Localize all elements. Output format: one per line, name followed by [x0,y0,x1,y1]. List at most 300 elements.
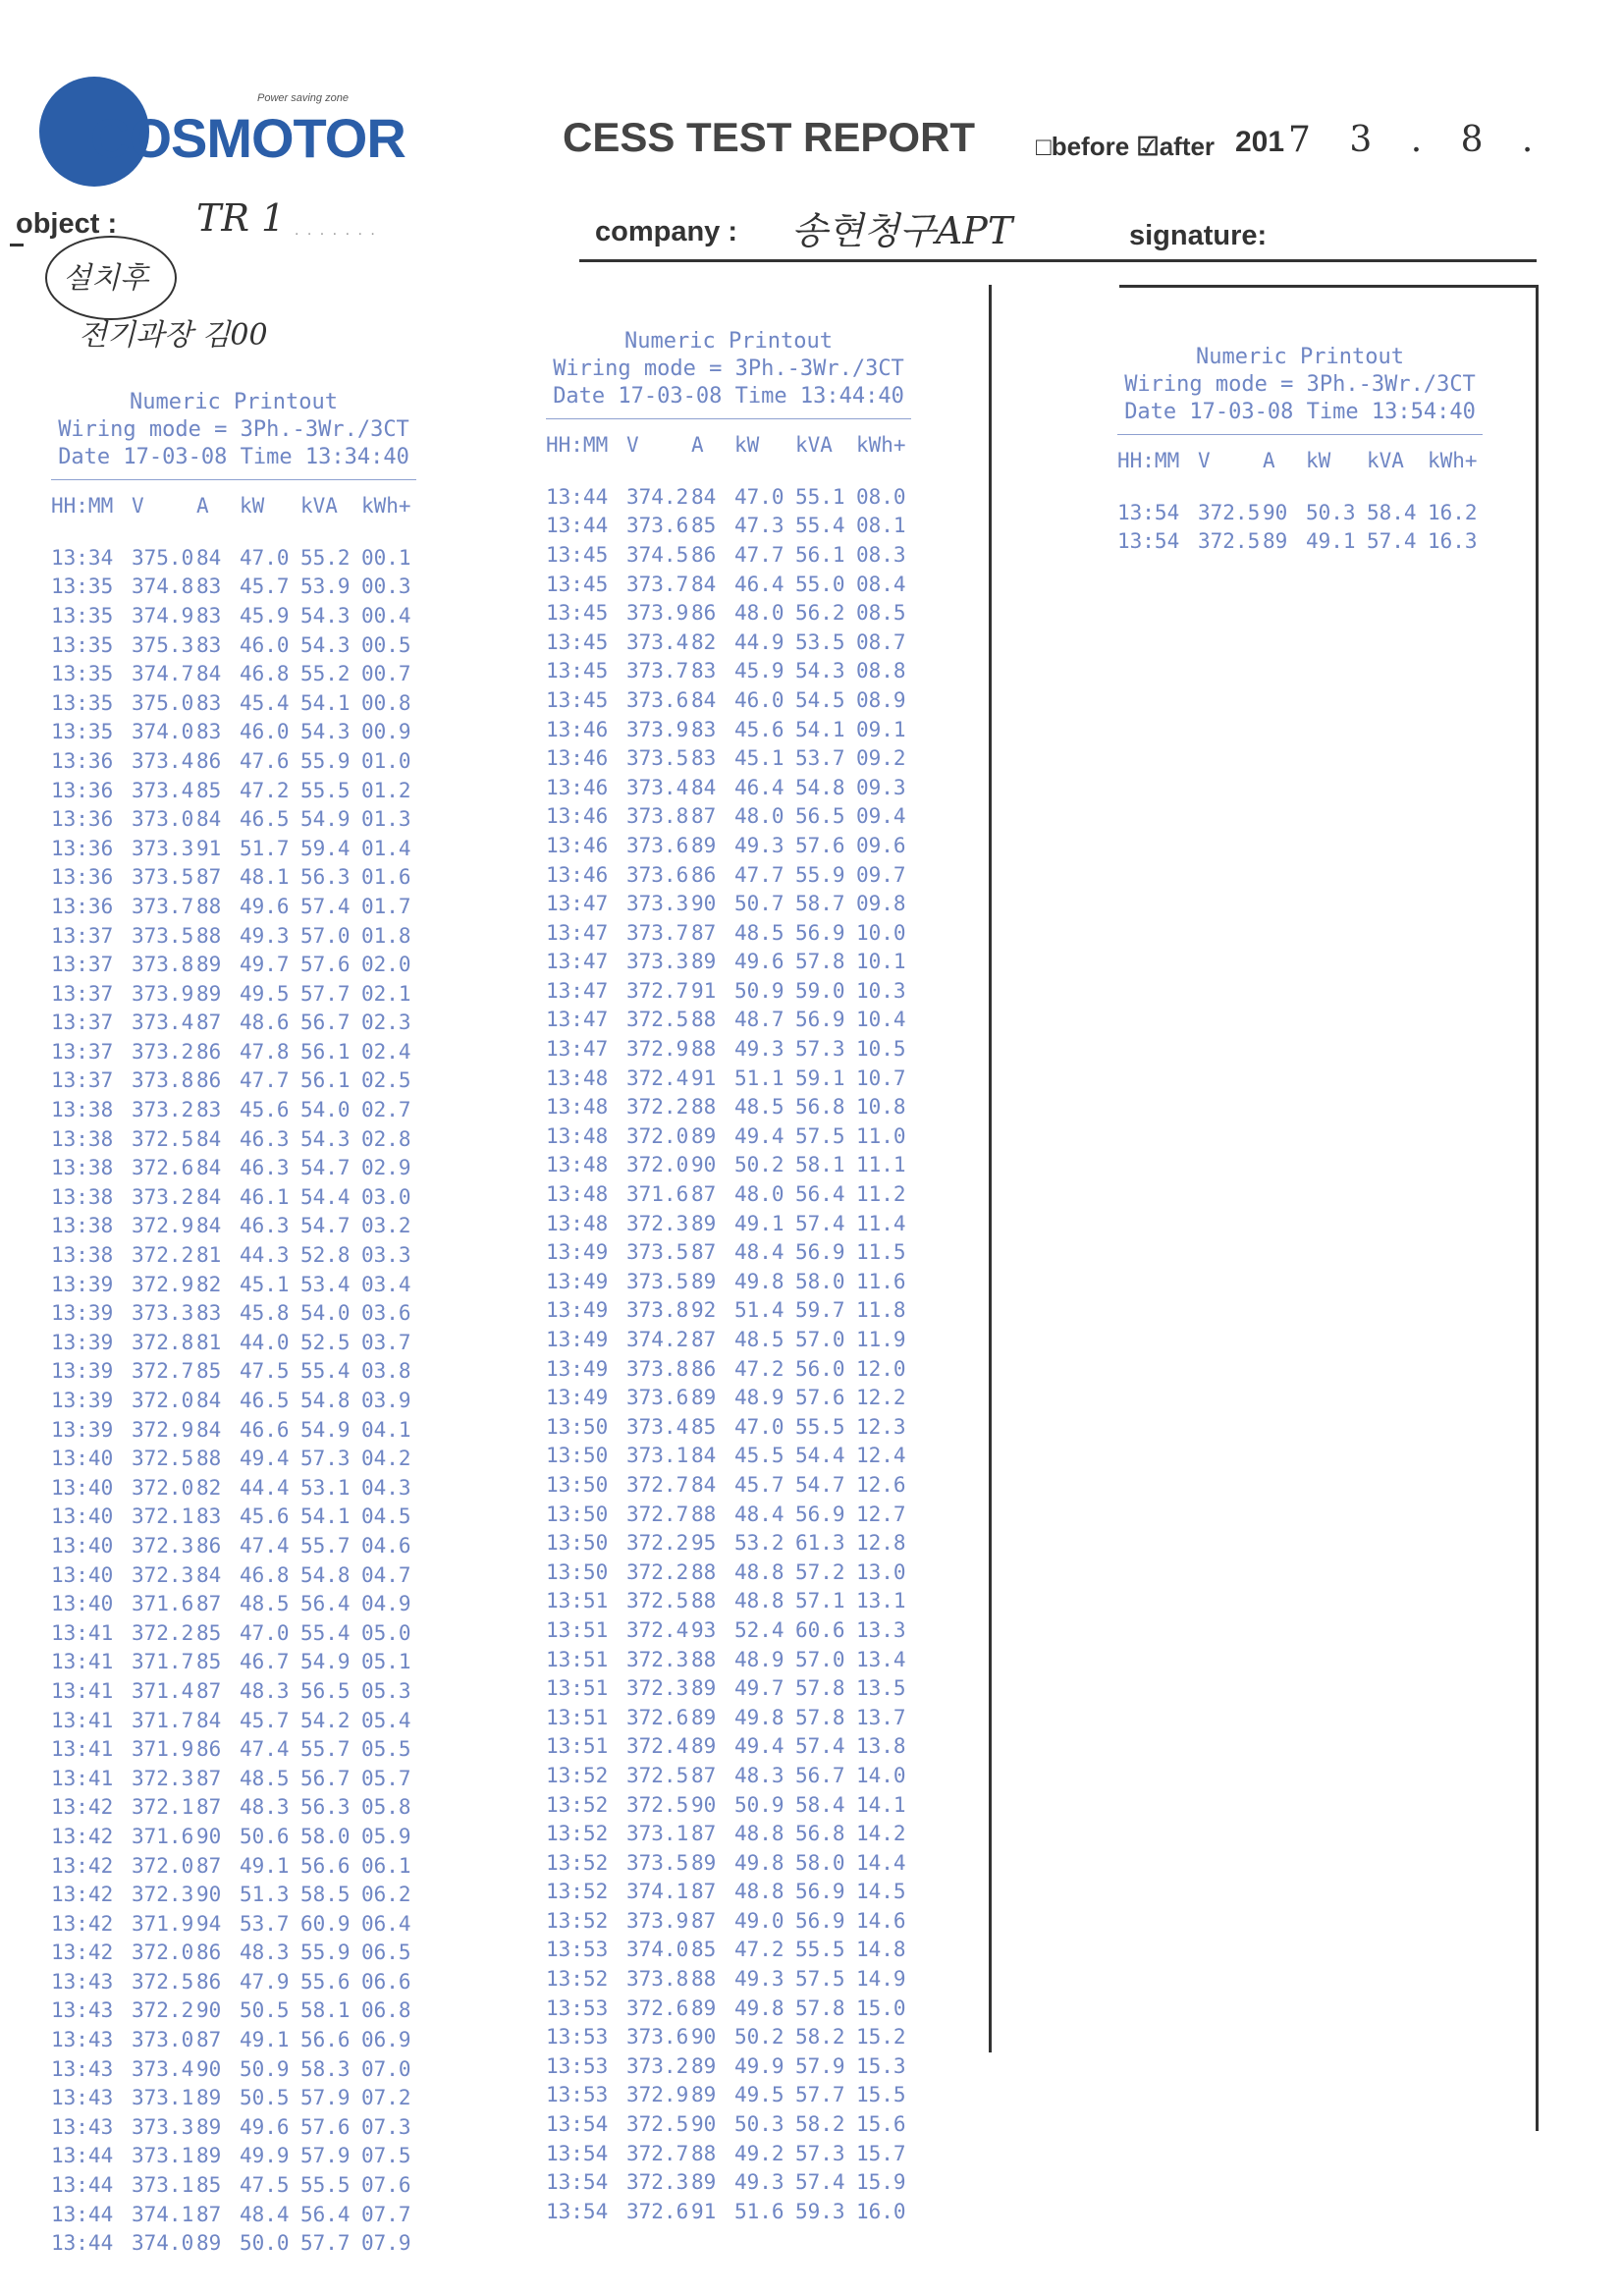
table-cell: 371.9 [132,1911,194,1936]
printout-separator [1117,434,1483,435]
table-cell: 11.6 [856,1269,906,1293]
report-title: CESS TEST REPORT [563,114,976,160]
table-cell: 48.8 [734,1822,784,1846]
table-cell: 56.5 [300,1678,351,1703]
table-cell: 49.5 [734,2083,784,2107]
table-cell: 47.5 [240,1359,290,1384]
table-cell: 58.0 [795,1269,845,1293]
table-row [51,834,416,863]
table-cell: 08.8 [856,659,906,683]
table-cell: 85 [196,2173,222,2198]
table-cell: 84 [196,1156,222,1180]
table-cell: 57.2 [795,1559,845,1584]
table-cell: 57.8 [795,1995,845,2020]
table-row [546,570,911,599]
table-cell: 47.7 [734,542,784,567]
table-cell: 52.8 [300,1243,351,1268]
table-cell: 52.5 [300,1330,351,1354]
table-cell: 85 [691,1938,717,1962]
printout-date: Date 17-03-08 Time 13:34:40 [58,445,409,469]
table-cell: 48.8 [734,1589,784,1613]
table-cell: 53.7 [795,746,845,771]
table-row [546,1006,911,1035]
table-cell: 372.2 [132,1620,194,1645]
table-cell: 56.9 [795,1502,845,1526]
table-cell: 13:54 [546,2141,609,2165]
table-row [51,1880,416,1909]
table-row [546,1790,911,1820]
table-cell: 57.8 [795,1676,845,1701]
table-cell: 45.9 [734,659,784,683]
table-row [546,657,911,686]
table-cell: 372.2 [626,1559,689,1584]
table-cell: 84 [691,1472,717,1497]
col-header: kW [240,494,265,518]
printout-table [1117,445,1483,556]
table-cell: 56.1 [300,1068,351,1093]
table-cell: 90 [196,1883,222,1907]
table-cell: 49.8 [734,1995,784,2020]
table-cell: 55.9 [300,1941,351,1965]
table-cell: 372.7 [626,978,689,1003]
table-cell: 13:35 [51,662,114,686]
printout-2 [546,328,911,2226]
table-cell: 13:51 [546,1589,609,1613]
table-cell: 53.2 [734,1531,784,1556]
table-cell: 13:54 [546,2199,609,2223]
table-cell: 13:37 [51,981,114,1006]
table-row [546,2109,911,2139]
table-cell: 88 [691,1037,717,1062]
table-cell: 373.4 [626,775,689,799]
table-cell: 10.5 [856,1037,906,1062]
col-header: HH:MM [546,433,609,457]
col-header: A [1263,449,1275,472]
table-cell: 02.0 [361,953,411,977]
table-cell: 06.1 [361,1853,411,1878]
table-cell: 13:51 [546,1734,609,1759]
table-cell: 90 [1263,500,1288,524]
table-cell: 49.8 [734,1269,784,1293]
table-cell: 51.4 [734,1298,784,1323]
table-cell: 58.2 [795,2025,845,2050]
table-cell: 87 [196,2202,222,2226]
table-cell: 55.4 [300,1620,351,1645]
table-cell: 49.9 [240,2144,290,2168]
table-cell: 13:48 [546,1095,609,1120]
table-cell: 13:40 [51,1562,114,1587]
table-cell: 05.0 [361,1620,411,1645]
table-cell: 85 [691,1414,717,1439]
table-cell: 54.3 [300,1126,351,1151]
table-row [546,976,911,1006]
table-cell: 89 [196,953,222,977]
table-cell: 371.6 [132,1592,194,1616]
table-cell: 13:49 [546,1240,609,1265]
table-cell: 83 [691,717,717,741]
table-cell: 13:51 [546,1676,609,1701]
table-cell: 56.4 [300,2202,351,2226]
table-cell: 54.3 [300,632,351,657]
table-cell: 13:44 [51,2144,114,2168]
table-cell: 13:44 [51,2173,114,2198]
table-cell: 13:41 [51,1737,114,1762]
table-cell: 373.9 [626,601,689,626]
table-cell: 49.9 [734,2053,784,2078]
table-cell: 49.6 [734,950,784,974]
note-circled: 설치후 [63,261,148,296]
table-cell: 54.9 [300,1417,351,1442]
table-cell: 13:54 [1117,500,1180,524]
table-row [51,1909,416,1939]
table-cell: 45.1 [240,1272,290,1296]
table-row [51,1851,416,1881]
table-cell: 54.4 [300,1184,351,1209]
table-cell: 54.7 [795,1472,845,1497]
table-cell: 13:35 [51,603,114,628]
table-row [51,1328,416,1357]
table-cell: 15.5 [856,2083,906,2107]
table-cell: 02.1 [361,981,411,1006]
table-cell: 57.6 [300,2114,351,2139]
table-cell: 47.7 [240,1068,290,1093]
table-cell: 88 [196,923,222,948]
col-header: kVA [795,433,833,457]
table-cell: 14.9 [856,1967,906,1992]
table-cell: 13:42 [51,1911,114,1936]
table-cell: 12.7 [856,1502,906,1526]
table-cell: 372.1 [132,1504,194,1529]
table-cell: 13:52 [546,1908,609,1933]
table-cell: 372.6 [626,2199,689,2223]
table-cell: 87 [196,2028,222,2052]
table-cell: 373.7 [132,894,194,918]
table-cell: 372.7 [626,1502,689,1526]
table-row [51,543,416,573]
table-cell: 87 [691,1908,717,1933]
table-cell: 84 [196,545,222,570]
table-cell: 11.0 [856,1123,906,1148]
table-row [51,863,416,893]
table-cell: 13:51 [546,1617,609,1642]
table-cell: 50.5 [240,1998,290,2023]
table-cell: 87 [691,1822,717,1846]
table-cell: 46.3 [240,1214,290,1238]
table-cell: 14.4 [856,1850,906,1875]
table-row [51,950,416,979]
table-cell: 03.4 [361,1272,411,1296]
table-row [51,659,416,688]
table-row [51,1095,416,1124]
col-header: kWh+ [361,494,411,518]
table-cell: 49.3 [240,923,290,948]
table-cell: 57.4 [300,894,351,918]
table-cell: 54.8 [795,775,845,799]
table-cell: 372.5 [626,1589,689,1613]
table-cell: 92 [691,1298,717,1323]
table-cell: 49.0 [734,1908,784,1933]
table-cell: 13:47 [546,1037,609,1062]
table-cell: 13:38 [51,1214,114,1238]
table-cell: 01.0 [361,748,411,773]
table-cell: 88 [691,1647,717,1671]
table-cell: 54.1 [300,1504,351,1529]
table-row [546,1994,911,2023]
table-row [546,1528,911,1558]
table-cell: 88 [691,1502,717,1526]
table-cell: 45.6 [240,1098,290,1122]
table-cell: 372.5 [1198,500,1261,524]
col-header: kVA [1367,449,1404,472]
table-cell: 45.8 [240,1301,290,1326]
table-cell: 13:38 [51,1098,114,1122]
table-cell: 15.6 [856,2112,906,2137]
table-cell: 54.5 [795,687,845,712]
printout-3 [1117,344,1483,556]
table-cell: 13:40 [51,1447,114,1471]
table-cell: 00.8 [361,690,411,715]
table-row [546,1237,911,1267]
table-cell: 372.5 [626,1763,689,1787]
table-row [51,746,416,776]
table-cell: 13:41 [51,1678,114,1703]
table-row [546,1383,911,1412]
table-cell: 373.4 [132,1011,194,1035]
table-cell: 13:50 [546,1444,609,1468]
before-after-checkbox: □before ☑after [1036,132,1216,161]
table-cell: 55.5 [795,1938,845,1962]
col-header: kWh+ [856,433,906,457]
table-cell: 13:39 [51,1389,114,1413]
table-cell: 10.8 [856,1095,906,1120]
table-cell: 373.6 [626,687,689,712]
table-cell: 03.0 [361,1184,411,1209]
table-cell: 13:53 [546,1995,609,2020]
table-cell: 13:42 [51,1941,114,1965]
table-cell: 372.5 [1198,529,1261,554]
table-cell: 57.3 [795,2141,845,2165]
table-cell: 49.8 [734,1850,784,1875]
table-cell: 87 [196,1678,222,1703]
table-cell: 13:35 [51,720,114,744]
table-cell: 54.3 [300,720,351,744]
table-cell: 13:52 [546,1822,609,1846]
table-cell: 13:43 [51,2114,114,2139]
table-cell: 07.5 [361,2144,411,2168]
table-cell: 371.4 [132,1678,194,1703]
table-cell: 89 [691,1211,717,1235]
table-cell: 47.2 [240,778,290,802]
table-cell: 89 [196,2114,222,2139]
table-cell: 374.1 [626,1880,689,1904]
table-cell: 48.0 [734,601,784,626]
col-header: kW [734,433,760,457]
table-cell: 87 [691,1240,717,1265]
table-cell: 57.9 [300,2144,351,2168]
table-cell: 46.4 [734,775,784,799]
table-row [51,1009,416,1038]
table-cell: 04.6 [361,1533,411,1558]
table-cell: 84 [691,775,717,799]
table-row [546,948,911,977]
table-cell: 373.2 [132,1039,194,1064]
table-cell: 13:36 [51,748,114,773]
table-cell: 47.3 [734,514,784,538]
table-cell: 373.3 [132,836,194,860]
table-cell: 84 [196,1126,222,1151]
table-cell: 374.9 [132,603,194,628]
table-cell: 13:52 [546,1880,609,1904]
table-cell: 47.9 [240,1969,290,1994]
table-cell: 83 [196,632,222,657]
table-cell: 47.4 [240,1533,290,1558]
table-cell: 56.7 [795,1763,845,1787]
table-cell: 91 [691,2199,717,2223]
table-cell: 13:52 [546,1967,609,1992]
table-cell: 51.3 [240,1883,290,1907]
table-cell: 372.3 [626,2170,689,2195]
table-row [546,2139,911,2168]
box3-top-border [1119,285,1539,288]
table-cell: 90 [691,892,717,916]
table-cell: 373.1 [132,2144,194,2168]
table-cell: 16.2 [1428,500,1478,524]
table-cell: 372.3 [132,1766,194,1790]
table-cell: 372.4 [626,1617,689,1642]
table-cell: 86 [691,1356,717,1381]
logo-tagline: Power saving zone [257,92,349,104]
table-cell: 13:43 [51,2056,114,2081]
table-cell: 373.5 [626,746,689,771]
table-row [546,715,911,744]
table-cell: 44.9 [734,629,784,654]
table-cell: 371.7 [132,1708,194,1732]
table-cell: 87 [691,1880,717,1904]
table-cell: 13:46 [546,862,609,887]
table-cell: 54.9 [300,807,351,832]
table-cell: 13:47 [546,892,609,916]
table-cell: 86 [196,1068,222,1093]
table-cell: 56.1 [795,542,845,567]
table-cell: 90 [196,1998,222,2023]
table-cell: 54.7 [300,1156,351,1180]
table-cell: 09.7 [856,862,906,887]
table-cell: 56.0 [795,1356,845,1381]
table-cell: 08.1 [856,514,906,538]
table-cell: 83 [196,1301,222,1326]
company-label: company : [595,216,738,247]
table-row [51,2170,416,2200]
table-row [51,630,416,660]
table-cell: 54.8 [300,1562,351,1587]
table-cell: 372.0 [626,1123,689,1148]
table-cell: 10.3 [856,978,906,1003]
table-cell: 49.8 [734,1705,784,1729]
table-cell: 04.7 [361,1562,411,1587]
table-cell: 83 [691,659,717,683]
table-cell: 372.2 [132,1998,194,2023]
table-cell: 13:45 [546,659,609,683]
table-cell: 86 [196,1969,222,1994]
table-cell: 87 [196,1592,222,1616]
table-cell: 49.3 [734,1967,784,1992]
table-cell: 372.2 [626,1095,689,1120]
table-cell: 00.1 [361,545,411,570]
table-row [546,1645,911,1674]
table-cell: 03.3 [361,1243,411,1268]
table-row [546,628,911,657]
table-cell: 13:39 [51,1330,114,1354]
table-cell: 372.5 [132,1969,194,1994]
table-cell: 57.4 [795,1211,845,1235]
table-cell: 46.0 [240,632,290,657]
table-cell: 55.2 [300,545,351,570]
table-cell: 371.6 [132,1824,194,1848]
table-cell: 50.2 [734,2025,784,2050]
table-row [51,1473,416,1503]
table-cell: 373.7 [626,920,689,945]
table-row [546,685,911,715]
table-cell: 13:51 [546,1705,609,1729]
table-cell: 01.7 [361,894,411,918]
table-cell: 371.6 [626,1182,689,1207]
table-cell: 373.0 [132,807,194,832]
table-cell: 02.5 [361,1068,411,1093]
table-cell: 45.9 [240,603,290,628]
table-row [51,1967,416,1996]
col-header: V [1198,449,1211,472]
table-cell: 373.3 [132,1301,194,1326]
table-cell: 372.8 [132,1330,194,1354]
table-cell: 84 [196,1708,222,1732]
table-cell: 13:39 [51,1359,114,1384]
table-cell: 56.5 [795,804,845,829]
table-cell: 81 [196,1243,222,1268]
table-cell: 10.4 [856,1008,906,1032]
table-row [546,1964,911,1994]
table-row [546,860,911,890]
table-cell: 47.8 [240,1039,290,1064]
table-cell: 56.9 [795,1880,845,1904]
table-cell: 56.8 [795,1822,845,1846]
table-cell: 13.1 [856,1589,906,1613]
table-row [546,1412,911,1442]
table-cell: 13:35 [51,574,114,599]
table-cell: 47.0 [240,545,290,570]
table-cell: 57.7 [795,2083,845,2107]
table-cell: 50.6 [240,1824,290,1848]
table-row [51,1939,416,1968]
table-row [546,1267,911,1296]
table-cell: 84 [196,1562,222,1587]
table-cell: 13:38 [51,1156,114,1180]
table-cell: 06.5 [361,1941,411,1965]
table-cell: 13:34 [51,545,114,570]
table-row [51,1531,416,1560]
table-cell: 58.7 [795,892,845,916]
table-cell: 54.4 [795,1444,845,1468]
table-cell: 373.6 [626,833,689,857]
table-cell: 374.0 [626,1938,689,1962]
table-cell: 58.3 [300,2056,351,2081]
table-cell: 374.1 [132,2202,194,2226]
table-cell: 06.6 [361,1969,411,1994]
table-row [546,1470,911,1500]
table-cell: 86 [196,1533,222,1558]
table-cell: 90 [691,2112,717,2137]
table-cell: 56.7 [300,1766,351,1790]
table-cell: 47.2 [734,1356,784,1381]
